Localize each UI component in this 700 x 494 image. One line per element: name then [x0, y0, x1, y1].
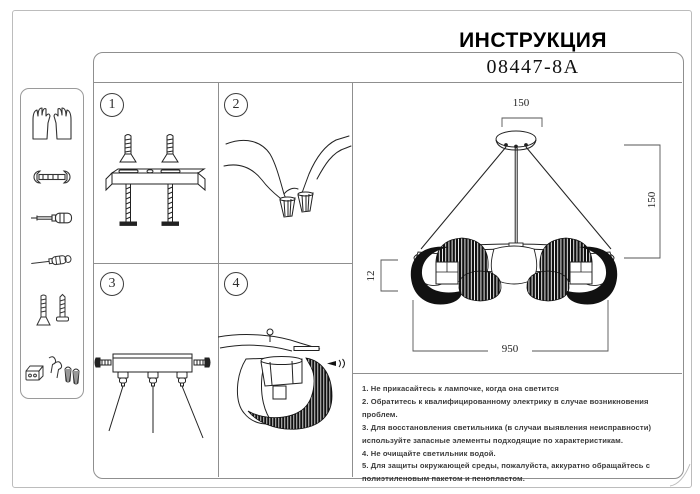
dim-ring-height: 12 — [365, 270, 377, 282]
step-1-badge: 1 — [100, 93, 124, 117]
wire-connectors-hands-drawing — [218, 82, 352, 263]
step-4-badge: 4 — [224, 272, 248, 296]
gloves-icon — [29, 101, 75, 143]
tools-sidebar — [20, 88, 84, 399]
note-5: 5. Для защиты окружающей среды, пожалуйста, аккуратно обращайтесь с полиэтиленовым пакетом и пенопластом. — [362, 461, 651, 484]
note-1: 1. Не прикасайтесь к лампочке, когда она светится — [362, 384, 559, 393]
wall-anchor-screw-icon — [29, 293, 75, 329]
mounting-plate-cables-drawing — [93, 263, 218, 477]
shade-installation-drawing — [218, 263, 352, 477]
dim-total-width: 950 — [488, 343, 532, 355]
model-number: 08447-8A — [486, 56, 580, 78]
page-title: ИНСТРУКЦИЯ — [459, 29, 607, 52]
step-3-badge: 3 — [100, 272, 124, 296]
fasteners-kit-icon — [24, 354, 80, 386]
safety-notes — [353, 374, 683, 484]
note-2: 2. Обратитесь к квалифицированному электрику в случае возникновения проблем. — [362, 396, 649, 419]
note-3: 3. Для восстановления светильника (в случаи выявления неисправности) используйте запасные элементы подходящие по характеристикам. — [362, 422, 652, 445]
phillips-screwdriver-icon — [29, 251, 75, 269]
wrench-icon — [29, 168, 75, 186]
note-4: 4. Не очищайте светильник водой. — [362, 448, 496, 458]
step-2-badge: 2 — [224, 93, 248, 117]
flat-screwdriver-icon — [29, 210, 75, 226]
dim-suspension-height: 150 — [646, 191, 658, 209]
dim-canopy-width: 150 — [512, 97, 530, 109]
chandelier-front-view-drawing — [352, 82, 686, 373]
ceiling-bracket-anchors-drawing — [93, 82, 218, 263]
